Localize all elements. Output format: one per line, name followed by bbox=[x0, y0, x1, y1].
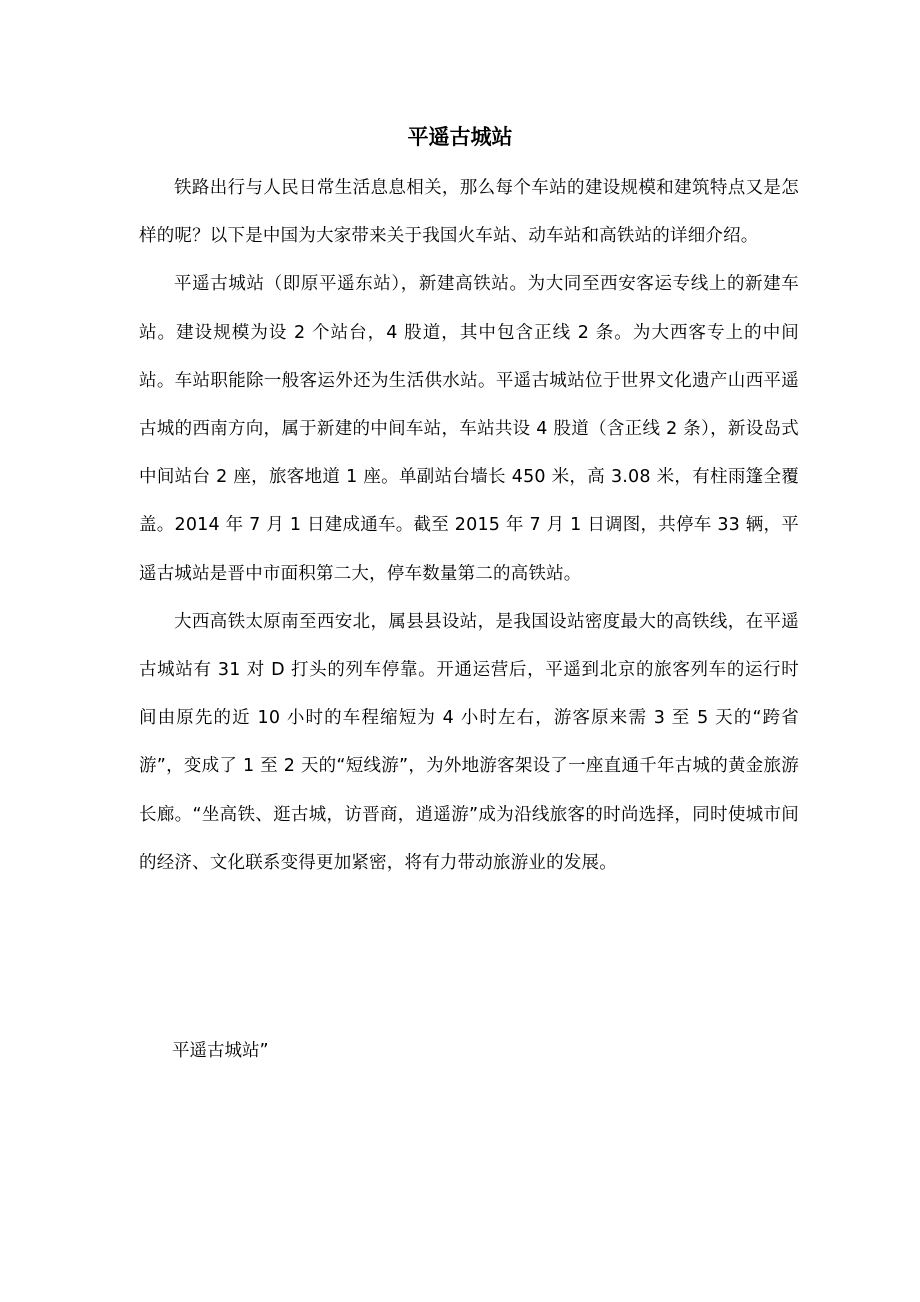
page-title: 平遥古城站 bbox=[407, 125, 513, 149]
image-caption: 平遥古城站” bbox=[172, 1041, 269, 1061]
article-body bbox=[139, 164, 799, 887]
paragraph-station-details: 平遥古城站（即原平遥东站），新建高铁站。为大同至西安客运专线上的新建车站。建设规模为设 2 个站台，4 股道，其中包含正线 2 条。为大西客专上的中间站。车站职能除一般客运外还为生活供水站。平遥古城站位于世界文化遗产山西平遥古城的西南方向，属于新建的中间车站，车站共设 4 股道（含正线 2 条），新设岛式中间站台 2 座，旅客地道 1 座。单副站台墙长 450 米，高 3.08 米，有柱雨篷全覆盖。2014 年 7 月 1 日建成通车。截至 2015 年 7 月 1 日调图，共停车 33 辆，平遥古城站是晋中市面积第二大，停车数量第二的高铁站。 bbox=[139, 274, 799, 584]
paragraph-intro: 铁路出行与人民日常生活息息相关，那么每个车站的建设规模和建筑特点又是怎样的呢？以下是中国为大家带来关于我国火车站、动车站和高铁站的详细介绍。 bbox=[139, 178, 799, 247]
paragraph-tourism: 大西高铁太原南至西安北，属县县设站，是我国设站密度最大的高铁线，在平遥古城站有 31 对 D 打头的列车停靠。开通运营后，平遥到北京的旅客列车的运行时间由原先的近 10 小时的车程缩短为 4 小时左右，游客原来需 3 至 5 天的“跨省游”，变成了 1 至 2 天的“短线游”，为外地游客架设了一座直通千年古城的黄金旅游长廊。“坐高铁、逛古城，访晋商，逍遥游”成为沿线旅客的时尚选择，同时使城市间的经济、文化联系变得更加紧密，将有力带动旅游业的发展。 bbox=[139, 611, 799, 873]
